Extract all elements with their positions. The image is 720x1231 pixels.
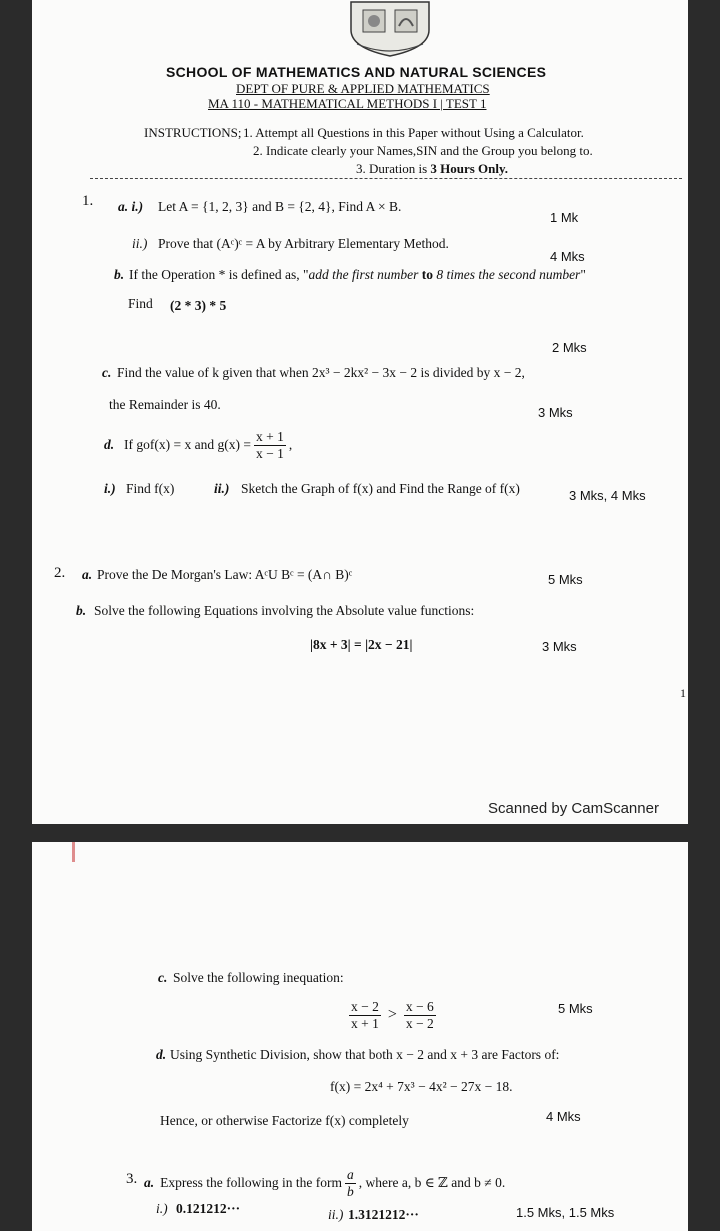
q1b-find: Find [128, 296, 153, 311]
q1b-text: If the Operation * is defined as, "add the first number to 8 times the second number" [129, 267, 586, 282]
q2d-text: Using Synthetic Division, show that both x − 2 and x + 3 are Factors of: [170, 1047, 560, 1062]
instruction-2: 2. Indicate clearly your Names,SIN and the Group you belong to. [253, 143, 593, 158]
q2c-inequation: $\frac{x - 2}{x + 1}$ > $\frac{x - 6}{x - 2}$ [351, 999, 434, 1031]
camscanner-watermark: Scanned by CamScanner [488, 800, 659, 817]
q1d-ii-text: Sketch the Graph of f(x) and Find the Range of f(x) [241, 481, 520, 496]
q1d-i-label: i.) [104, 481, 116, 496]
instruction-3: 3. Duration is 3 Hours Only. [356, 161, 509, 176]
q1a-ii-text: Prove that (Aᶜ)ᶜ = A by Arbitrary Elementary Method. [158, 236, 449, 251]
q1a-ii-label: ii.) [132, 236, 148, 251]
q2c-label: c. [158, 970, 168, 985]
page-mark [72, 842, 75, 862]
q3-marks: 1.5 Mks, 1.5 Mks [516, 1205, 615, 1220]
exam-page-2 [32, 842, 688, 1231]
q1b-expression: (2 * 3) * 5 [170, 298, 227, 313]
q2c-text: Solve the following inequation: [173, 970, 344, 985]
q2d-marks: 4 Mks [546, 1109, 581, 1124]
q1a-ii-marks: 4 Mks [550, 249, 585, 264]
q1a-i-label: a. i.) [118, 199, 144, 214]
header-divider [90, 178, 682, 179]
exam-page-1 [32, 0, 688, 824]
q2b-marks: 3 Mks [542, 639, 577, 654]
university-crest-logo [345, 0, 435, 58]
question-3-number: 3. [126, 1171, 138, 1187]
q1d-i-text: Find f(x) [126, 481, 175, 496]
q1d-ii-label: ii.) [214, 481, 230, 496]
q3a-i-label: i.) [156, 1201, 168, 1216]
question-2-number: 2. [54, 565, 66, 581]
q1a-i-marks: 1 Mk [550, 210, 579, 225]
q1b-marks: 2 Mks [552, 340, 587, 355]
edge-page-number: 1 [680, 686, 686, 700]
q1a-i-text: Let A = {1, 2, 3} and B = {2, 4}, Find A × B. [158, 199, 402, 214]
department-name: DEPT OF PURE & APPLIED MATHEMATICS [236, 81, 490, 96]
q1c-text-2: the Remainder is 40. [109, 397, 221, 412]
q1c-marks: 3 Mks [538, 405, 573, 420]
q2d-equation: f(x) = 2x⁴ + 7x³ − 4x² − 27x − 18. [330, 1079, 513, 1094]
q2c-marks: 5 Mks [558, 1001, 593, 1016]
q1b-label: b. [114, 267, 125, 282]
q2d-text-2: Hence, or otherwise Factorize f(x) completely [160, 1113, 409, 1128]
school-name: SCHOOL OF MATHEMATICS AND NATURAL SCIENCES [166, 64, 547, 80]
q2a-label: a. [82, 567, 93, 582]
q2b-equation: |8x + 3| = |2x − 21| [310, 637, 413, 652]
instruction-1: 1. Attempt all Questions in this Paper without Using a Calculator. [243, 125, 584, 140]
course-title: MA 110 - MATHEMATICAL METHODS I | TEST 1 [208, 96, 487, 111]
q2b-label: b. [76, 603, 87, 618]
q3a-text: a. Express the following in the form $\frac{a}{b}$ , where a, b ∈ ℤ and b ≠ 0. [144, 1167, 506, 1199]
q3a-ii-value: 1.3121212··· [348, 1207, 419, 1222]
q2a-marks: 5 Mks [548, 572, 583, 587]
q3a-i-value: 0.121212··· [176, 1201, 241, 1216]
instructions-label: INSTRUCTIONS; [144, 125, 242, 140]
question-1-number: 1. [82, 193, 94, 209]
q1d-marks: 3 Mks, 4 Mks [569, 488, 646, 503]
q2d-label: d. [156, 1047, 167, 1062]
q1c-text: Find the value of k given that when 2x³ − 2kx² − 3x − 2 is divided by x − 2, [117, 365, 525, 380]
q3a-ii-label: ii.) [328, 1207, 344, 1222]
q2b-text: Solve the following Equations involving the Absolute value functions: [94, 603, 475, 618]
q1d-label: d. [104, 437, 115, 452]
q1d-text: If gof(x) = x and g(x) = $\frac{x + 1}{x - 1}$ , [124, 429, 293, 461]
q2a-text: Prove the De Morgan's Law: AᶜU Bᶜ = (A∩ B)ᶜ [97, 567, 353, 582]
q1c-label: c. [102, 365, 112, 380]
